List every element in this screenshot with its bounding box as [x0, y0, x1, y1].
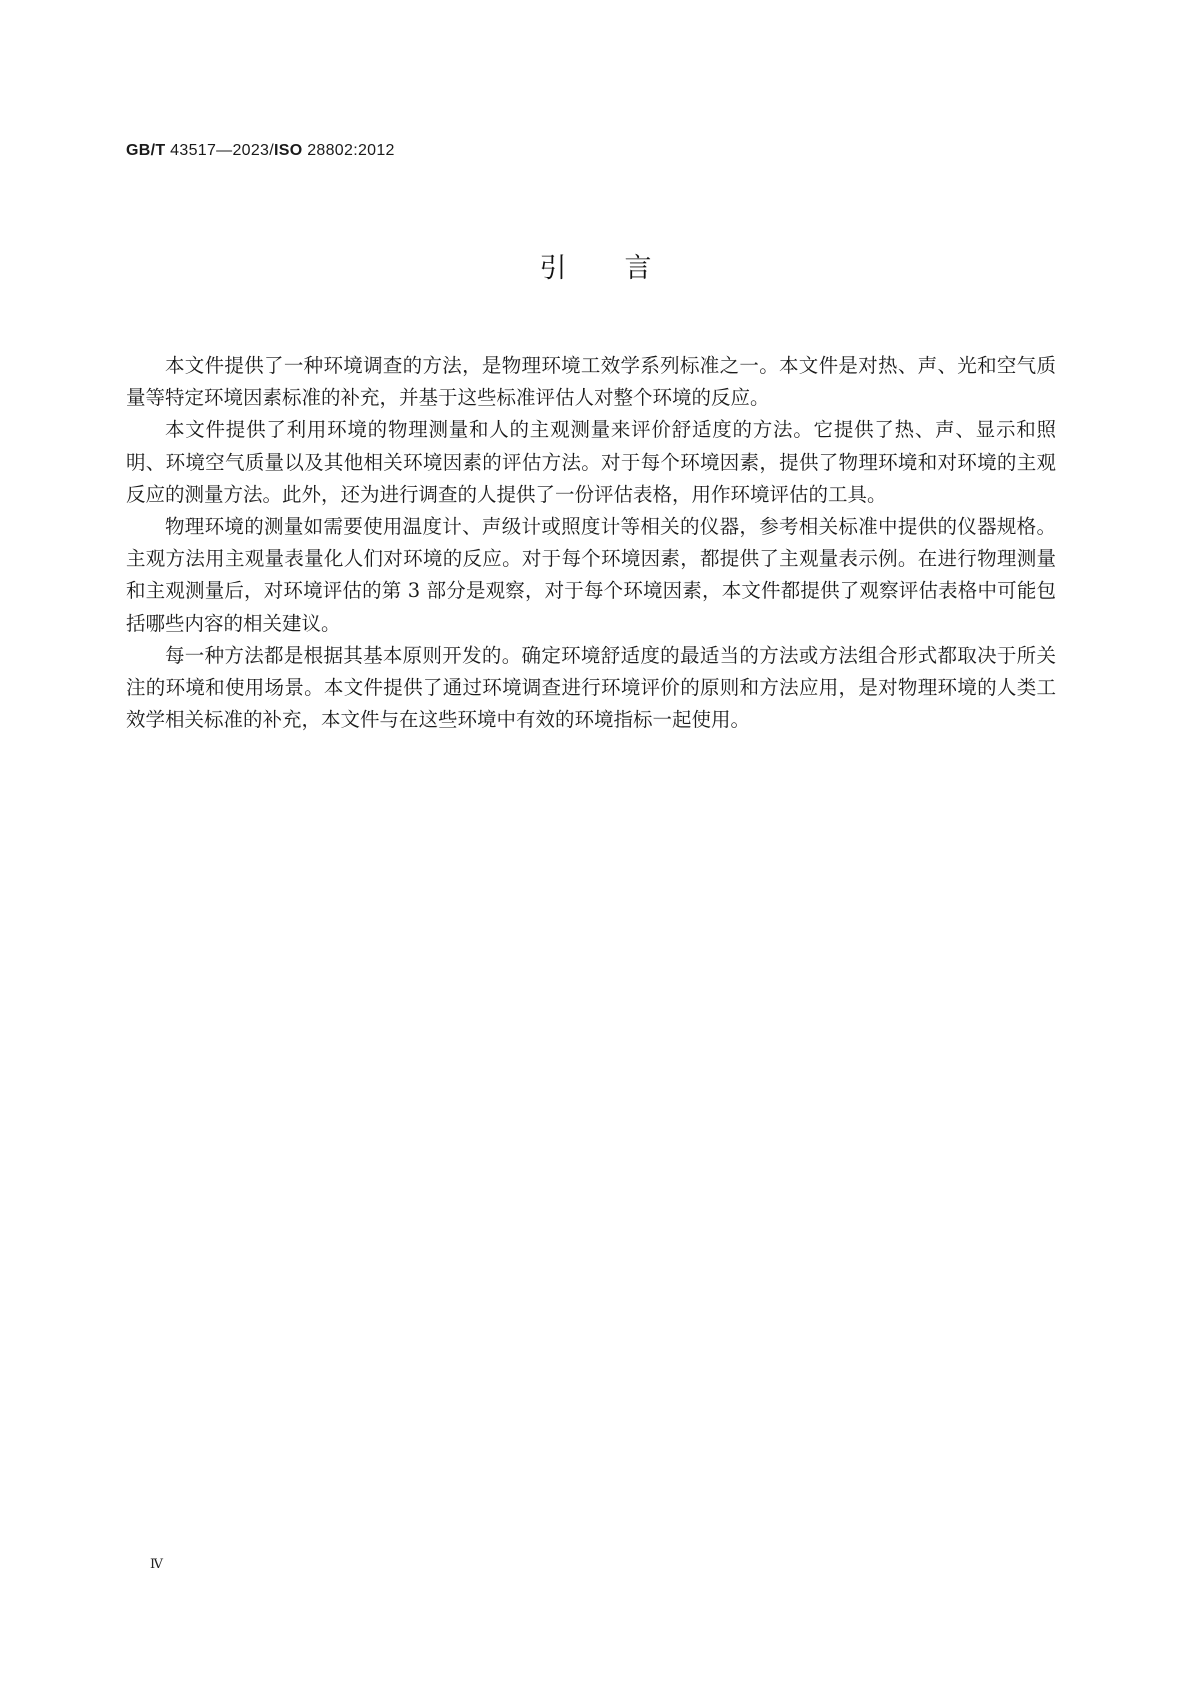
standard-prefix: GB/T: [126, 142, 166, 159]
standard-code-header: [126, 142, 395, 160]
iso-number: 28802:2012: [302, 142, 395, 159]
iso-prefix: ISO: [274, 142, 303, 159]
paragraph-1: 本文件提供了一种环境调查的方法，是物理环境工效学系列标准之一。本文件是对热、声、光和空气质量等特定环境因素标准的补充，并基于这些标准评估人对整个环境的反应。: [126, 354, 1056, 410]
paragraph-3: 物理环境的测量如需要使用温度计、声级计或照度计等相关的仪器，参考相关标准中提供的仪器规格。主观方法用主观量表量化人们对环境的反应。对于每个环境因素，都提供了主观量表示例。在进行物理测量和主观测量后，对环境评估的第 3 部分是观察，对于每个环境因素，本文件都提供了观察评估表格中可能包括哪些内容的相关建议。: [126, 515, 1056, 635]
paragraph-2: 本文件提供了利用环境的物理测量和人的主观测量来评价舒适度的方法。它提供了热、声、显示和照明、环境空气质量以及其他相关环境因素的评估方法。对于每个环境因素，提供了物理环境和对环境的主观反应的测量方法。此外，还为进行调查的人提供了一份评估表格，用作环境评估的工具。: [126, 418, 1056, 506]
page-title: 引言: [539, 253, 710, 284]
introduction-body: [126, 350, 1056, 736]
standard-number: 43517—2023/: [165, 142, 274, 159]
page-number: Ⅳ: [150, 1556, 163, 1571]
paragraph-4: 每一种方法都是根据其基本原则开发的。确定环境舒适度的最适当的方法或方法组合形式都取决于所关注的环境和使用场景。本文件提供了通过环境调查进行环境评价的原则和方法应用，是对物理环境的人类工效学相关标准的补充，本文件与在这些环境中有效的环境指标一起使用。: [126, 643, 1056, 732]
